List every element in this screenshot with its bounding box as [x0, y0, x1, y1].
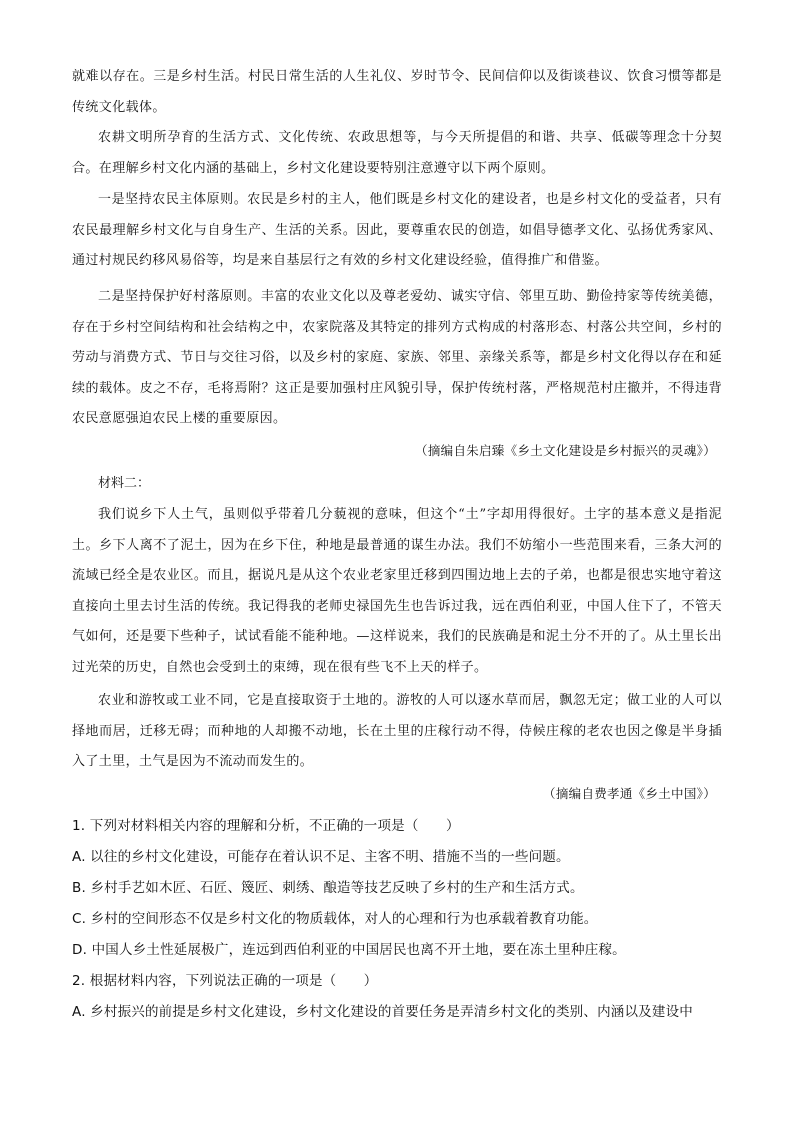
question-1-stem: 1. 下列对材料相关内容的理解和分析，不正确的一项是（ ）: [72, 818, 460, 834]
question-1-option-b: B. 乡村手艺如木匠、石匠、篾匠、刺绣、酿造等技艺反映了乡村的生产和生活方式。: [72, 880, 584, 896]
paragraph-earthiness: 我们说乡下人土气，虽则似乎带着几分藐视的意味，但这个“土”字却用得很好。土字的基本意义是指泥土。乡下人离不了泥土，因为在乡下住，种地是最普通的谋生办法。我们不妨缩小一些范围来看，三条大河的流域已经全是农业区。而且，据说凡是从这个农业老家里迁移到四围边地上去的子弟，也都是很忠实地守着这直接向土里去讨生活的传统。我记得我的老师史禄国先生也告诉过我，远在西伯利亚，中国人住下了，不管天气如何，还是要下些种子，试试看能不能种地。—这样说来，我们的民族确是和泥土分不开的了。从土里长出过光荣的历史，自然也会受到土的束缚，现在很有些飞不上天的样子。: [72, 507, 722, 675]
question-1-option-c: C. 乡村的空间形态不仅是乡村文化的物质载体，对人的心理和行为也承载着教育功能。: [72, 911, 598, 927]
source-citation-2: （摘编自费孝通《乡土中国》）: [543, 786, 716, 801]
paragraph-agriculture-vs-nomad: 农业和游牧或工业不同，它是直接取资于土地的。游牧的人可以逐水草而居，飘忽无定；做工业的人可以择地而居，迁移无碍；而种地的人却搬不动地，长在土里的庄稼行动不得，侍候庄稼的老农也因之像是半身插入了土里，土气是因为不流动而发生的。: [72, 693, 722, 769]
question-1-option-a: A. 以往的乡村文化建设，可能存在着认识不足、主客不明、措施不当的一些问题。: [72, 849, 570, 865]
question-1-option-d: D. 中国人乡土性延展极广，连远到西伯利亚的中国居民也离不开土地，要在冻土里种庄稼。: [72, 942, 626, 958]
paragraph-principle-farmers: 一是坚持农民主体原则。农民是乡村的主人，他们既是乡村文化的建设者，也是乡村文化的受益者，只有农民最理解乡村文化与自身生产、生活的关系。因此，要尊重农民的创造，如倡导德孝文化、弘扬优秀家风、通过村规民约移风易俗等，均是来自基层行之有效的乡村文化建设经验，值得推广和借鉴。: [72, 192, 722, 268]
source-citation-1: （摘编自朱启臻《乡土文化建设是乡村振兴的灵魂》）: [415, 443, 716, 458]
paragraph-principle-villages: 二是坚持保护好村落原则。丰富的农业文化以及尊老爱幼、诚实守信、邻里互助、勤俭持家等传统美德，存在于乡村空间结构和社会结构之中，农家院落及其特定的排列方式构成的村落形态、村落公共空间，乡村的劳动与消费方式、节日与交往习俗，以及乡村的家庭、家族、邻里、亲缘关系等，都是乡村文化得以存在和延续的载体。皮之不存，毛将焉附？这正是要加强村庄风貌引导，保护传统村落，严格规范村庄撤并，不得违背农民意愿强迫农民上楼的重要原因。: [72, 289, 722, 426]
question-2-stem: 2. 根据材料内容，下列说法正确的一项是（ ）: [72, 973, 378, 989]
paragraph-rural-life: 就难以存在。三是乡村生活。村民日常生活的人生礼仪、岁时节令、民间信仰以及街谈巷议、饮食习惯等都是传统文化载体。: [72, 69, 722, 115]
question-2-option-a: A. 乡村振兴的前提是乡村文化建设，乡村文化建设的首要任务是弄清乡村文化的类别、内涵以及建设中: [72, 1004, 693, 1020]
material-two-label: 材料二：: [98, 476, 151, 491]
paragraph-farming-civilization: 农耕文明所孕育的生活方式、文化传统、农政思想等，与今天所提倡的和谐、共享、低碳等理念十分契合。在理解乡村文化内涵的基础上，乡村文化建设要特别注意遵守以下两个原则。: [72, 130, 722, 176]
